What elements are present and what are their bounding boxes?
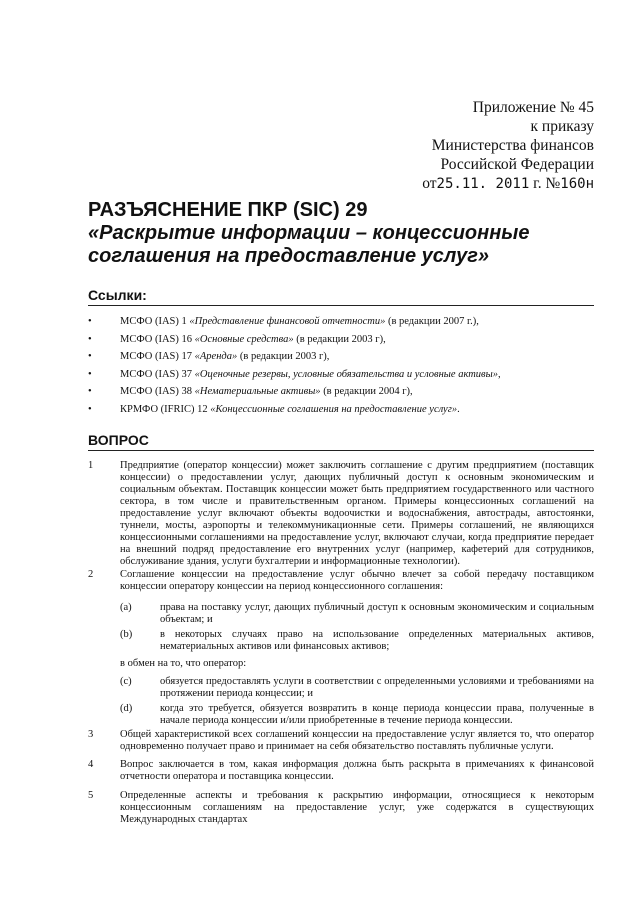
reference-item: • КРМФО (IFRIC) 12 «Концессионные соглашения на предоставление услуг».: [88, 403, 460, 415]
paragraph-number: 4: [88, 759, 94, 770]
paragraph-text: Предприятие (оператор концессии) может заключить соглашение с другим предприятием (поставщик концессии) о предоставлении услуг, дающих публичный доступ к основным экономическим и социальным объектам. Поставщик концессии может быть предприятием государственного или частного сектора, в том числе и правительственным органом. Примеры концессионных соглашений на предоставление услуг включают объекты водоочистки и водоснабжения, автострады, автостоянки, туннели, мосты, аэропорты и телекоммуникационные сети. Примеры соглашений, не являющихся концессионными соглашениями на предоставление услуг, включают случаи, когда предприятие передает на внешний подряд предоставление его внутренних услуг (например, кафетерий для сотрудников, обслуживание здания, услуги бухгалтерии и информационные технологии).: [120, 460, 594, 567]
paragraph-2: [88, 569, 594, 729]
reference-item: • МСФО (IAS) 17 «Аренда» (в редакции 2003 г),: [88, 351, 330, 362]
reference-item: • МСФО (IAS) 1 «Представление финансовой отчетности» (в редакции 2007 г.),: [88, 316, 479, 327]
paragraph-number: 1: [88, 460, 94, 471]
paragraph-3: [88, 729, 594, 753]
paragraph-4: [88, 759, 594, 783]
date-prefix: от: [422, 175, 437, 192]
paragraph-number: 3: [88, 729, 94, 740]
question-heading: ВОПРОС: [88, 432, 149, 448]
exchange-intro: в обмен на то, что оператор:: [120, 658, 247, 669]
appendix-country: Российской Федерации: [440, 156, 594, 173]
paragraph-text: Вопрос заключается в том, какая информация должна быть раскрыта в примечаниях к финансовой отчетности оператора и поставщика концессии.: [120, 759, 594, 782]
paragraph-text: Общей характеристикой всех соглашений концессии на предоставление услуг является то, что оператор одновременно получает право и принимает на себя обязательство поставлять публичные услуги.: [120, 729, 594, 752]
sub-item-b: (b) в некоторых случаях право на использование определенных материальных активов, нематериальных активов или финансовых активов;: [120, 629, 594, 652]
references-list: [88, 316, 594, 421]
title-line-1: РАЗЪЯСНЕНИЕ ПКР (SIC) 29: [88, 199, 368, 221]
question-rule: [88, 450, 594, 451]
title-line-3: соглашения на предоставление услуг»: [88, 245, 489, 267]
paragraph-1: [88, 460, 594, 568]
paragraph-number: 5: [88, 790, 94, 801]
appendix-number: Приложение № 45: [472, 99, 594, 116]
references-rule: [88, 305, 594, 306]
appendix-ministry: Министерства финансов: [431, 137, 594, 154]
reference-item: • МСФО (IAS) 37 «Оценочные резервы, условные обязательства и условные активы»,: [88, 368, 501, 380]
date-suffix: г. №: [533, 175, 561, 192]
title-line-2: «Раскрытие информации – концессионные: [88, 222, 530, 244]
appendix-header: [422, 98, 594, 194]
order-number: 160н: [560, 176, 594, 192]
appendix-date-line: [422, 174, 594, 194]
reference-item: • МСФО (IAS) 16 «Основные средства» (в редакции 2003 г),: [88, 333, 386, 345]
paragraph-5: [88, 790, 594, 826]
sub-item-d: (d) когда это требуется, обязуется возвратить в конце периода концессии права, полученные в начале периода концессии и/или приобретенные в течение периода концессии.: [120, 703, 594, 726]
sub-item-a: (a) права на поставку услуг, дающих публичный доступ к основным экономическим и социальным объектам; и: [120, 602, 594, 625]
order-date: 25.11. 2011: [436, 176, 530, 192]
references-heading: Ссылки:: [88, 287, 147, 303]
reference-item: • МСФО (IAS) 38 «Нематериальные активы» (в редакции 2004 г),: [88, 386, 413, 397]
paragraph-number: 2: [88, 569, 94, 580]
appendix-order-ref: к приказу: [530, 118, 594, 135]
paragraph-text: Определенные аспекты и требования к раскрытию информации, относящиеся к некоторым концессионным соглашениям на предоставление услуг, уже содержатся в существующих Международных стандартах: [120, 790, 594, 825]
document-title: [88, 199, 530, 268]
paragraph-text: Соглашение концессии на предоставление услуг обычно влечет за собой передачу поставщиком концессии оператору концессии на период концессионного соглашения:: [120, 569, 594, 592]
sub-item-c: (c) обязуется предоставлять услуги в соответствии с определенными условиями и требованиями на протяжении периода концессии; и: [120, 676, 594, 699]
